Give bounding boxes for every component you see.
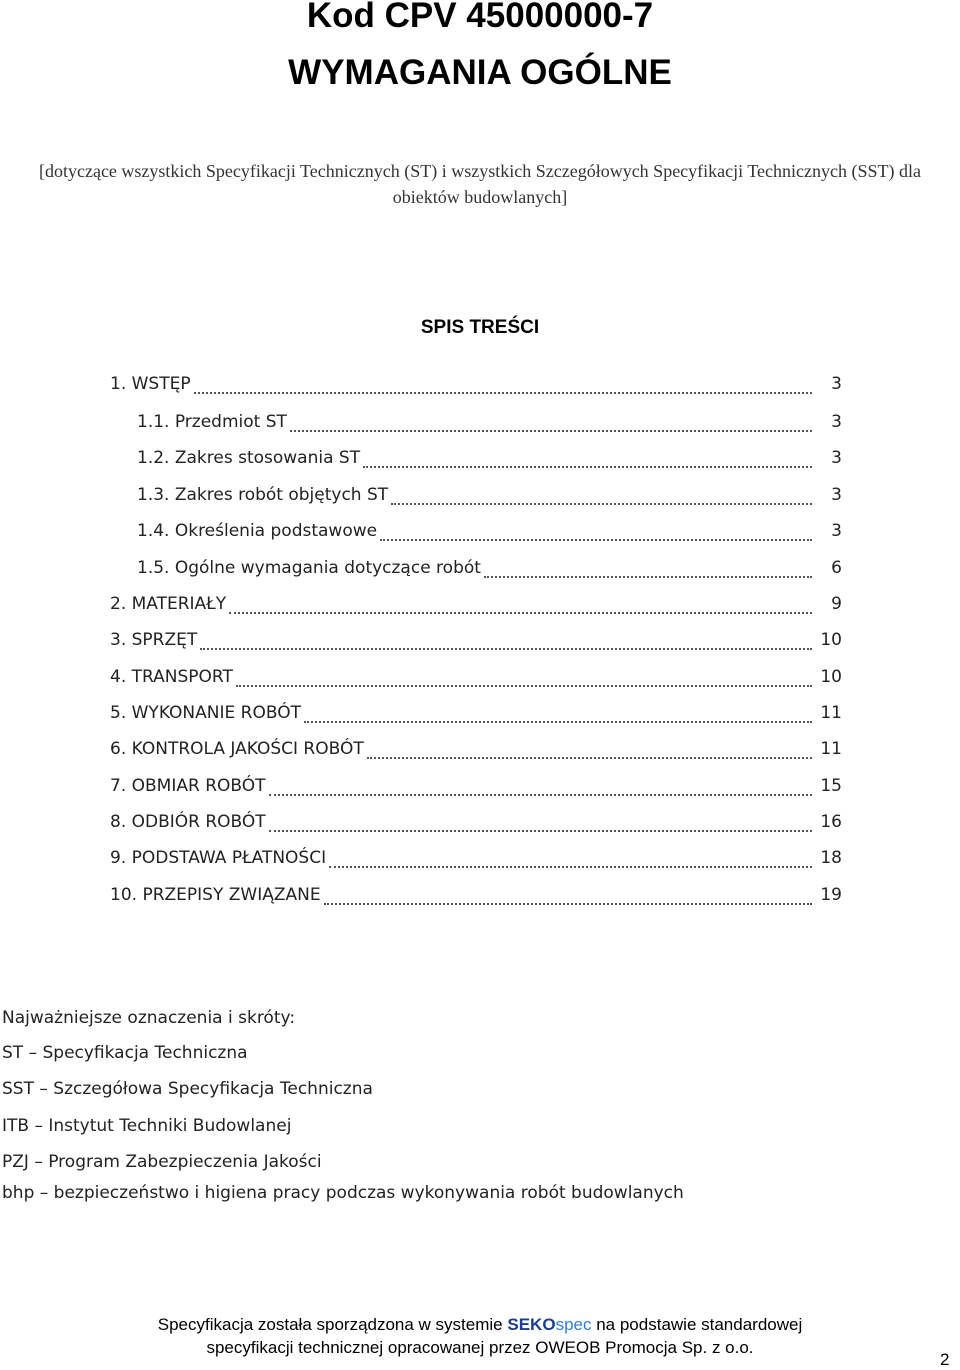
toc-entry[interactable]	[110, 739, 842, 765]
sekospec-logo	[507, 1315, 591, 1334]
footer-text: Specyfikacja została sporządzona w systemie	[157, 1315, 503, 1334]
toc-entry-page: 18	[820, 848, 842, 868]
toc-heading: SPIS TREŚCI	[420, 317, 540, 338]
toc-entry-label: 1. WSTĘP	[110, 374, 191, 394]
document-scope-note: [dotyczące wszystkich Specyfikacji Technicznych (ST) i wszystkich Szczegółowych Specyfikacji Technicznych (SST) dla obiektów budowlanych]	[38, 161, 922, 207]
logo-spec: spec	[555, 1315, 592, 1334]
toc-leader-dots	[194, 392, 812, 394]
footer-line-1	[0, 1315, 960, 1335]
abbreviation-item: ITB – Instytut Techniki Budowlanej	[2, 1116, 292, 1136]
page-number: 2	[940, 1350, 950, 1369]
toc-entry[interactable]	[137, 558, 842, 584]
toc-entry-page: 11	[820, 703, 842, 723]
toc-leader-dots	[329, 866, 812, 868]
toc-entry-page: 3	[831, 521, 842, 541]
toc-leader-dots	[236, 685, 812, 687]
toc-entry-page: 11	[820, 739, 842, 759]
toc-leader-dots	[269, 794, 812, 796]
toc-entry-page: 6	[831, 558, 842, 578]
document-title: Kod CPV 45000000-7	[306, 0, 654, 35]
toc-entry-page: 15	[820, 776, 842, 796]
logo-seko: SEKO	[507, 1315, 556, 1334]
toc-leader-dots	[380, 539, 812, 541]
toc-leader-dots	[391, 503, 812, 505]
toc-leader-dots	[229, 612, 812, 614]
toc-leader-dots	[200, 648, 812, 650]
footer-line-2: specyfikacji technicznej opracowanej przez OWEOB Promocja Sp. z o.o.	[206, 1338, 754, 1357]
toc-leader-dots	[290, 430, 812, 432]
toc-entry-label: 1.3. Zakres robót objętych ST	[137, 485, 389, 505]
toc-entry[interactable]	[137, 521, 842, 547]
document-subtitle-heading: WYMAGANIA OGÓLNE	[288, 53, 672, 92]
footer-text: na podstawie standardowej	[596, 1315, 803, 1334]
toc-leader-dots	[324, 903, 812, 905]
toc-entry-label: 1.1. Przedmiot ST	[137, 412, 287, 432]
toc-entry-label: 9. PODSTAWA PŁATNOŚCI	[110, 848, 327, 868]
toc-entry[interactable]	[110, 885, 842, 911]
toc-entry[interactable]	[110, 667, 842, 693]
abbreviation-item: bhp – bezpieczeństwo i higiena pracy podczas wykonywania robót budowlanych	[2, 1183, 684, 1203]
toc-entry[interactable]	[110, 776, 842, 802]
abbreviation-item: SST – Szczegółowa Specyfikacja Techniczna	[2, 1079, 373, 1099]
toc-entry-label: 1.2. Zakres stosowania ST	[137, 448, 361, 468]
toc-entry-label: 8. ODBIÓR ROBÓT	[110, 812, 266, 832]
toc-entry-page: 10	[820, 630, 842, 650]
toc-entry-page: 3	[831, 412, 842, 432]
abbreviation-item: ST – Specyfikacja Techniczna	[2, 1043, 248, 1063]
toc-leader-dots	[269, 830, 812, 832]
toc-entry-label: 10. PRZEPISY ZWIĄZANE	[110, 885, 321, 905]
abbreviation-item: PZJ – Program Zabezpieczenia Jakości	[2, 1152, 322, 1172]
toc-entry[interactable]	[110, 594, 842, 620]
toc-entry-label: 2. MATERIAŁY	[110, 594, 227, 614]
toc-leader-dots	[367, 757, 812, 759]
toc-entry[interactable]	[137, 448, 842, 474]
toc-entry-page: 3	[831, 448, 842, 468]
toc-entry[interactable]	[110, 374, 842, 400]
toc-entry-label: 3. SPRZĘT	[110, 630, 198, 650]
toc-entry-label: 6. KONTROLA JAKOŚCI ROBÓT	[110, 739, 364, 759]
toc-entry-page: 3	[831, 374, 842, 394]
toc-entry[interactable]	[137, 412, 842, 438]
toc-leader-dots	[484, 576, 812, 578]
toc-entry-page: 16	[820, 812, 842, 832]
toc-entry[interactable]	[110, 630, 842, 656]
toc-entry-page: 3	[831, 485, 842, 505]
toc-entry-page: 19	[820, 885, 842, 905]
toc-entry-page: 9	[831, 594, 842, 614]
toc-entry-label: 7. OBMIAR ROBÓT	[110, 776, 266, 796]
toc-entry-label: 5. WYKONANIE ROBÓT	[110, 703, 301, 723]
toc-entry[interactable]	[110, 812, 842, 838]
toc-leader-dots	[304, 721, 812, 723]
toc-entry-page: 10	[820, 667, 842, 687]
toc-entry[interactable]	[137, 485, 842, 511]
toc-leader-dots	[363, 466, 812, 468]
toc-entry[interactable]	[110, 703, 842, 729]
toc-entry-label: 4. TRANSPORT	[110, 667, 233, 687]
abbreviations-heading: Najważniejsze oznaczenia i skróty:	[2, 1008, 296, 1028]
toc-entry[interactable]	[110, 848, 842, 874]
toc-entry-label: 1.4. Określenia podstawowe	[137, 521, 378, 541]
toc-entry-label: 1.5. Ogólne wymagania dotyczące robót	[137, 558, 481, 578]
